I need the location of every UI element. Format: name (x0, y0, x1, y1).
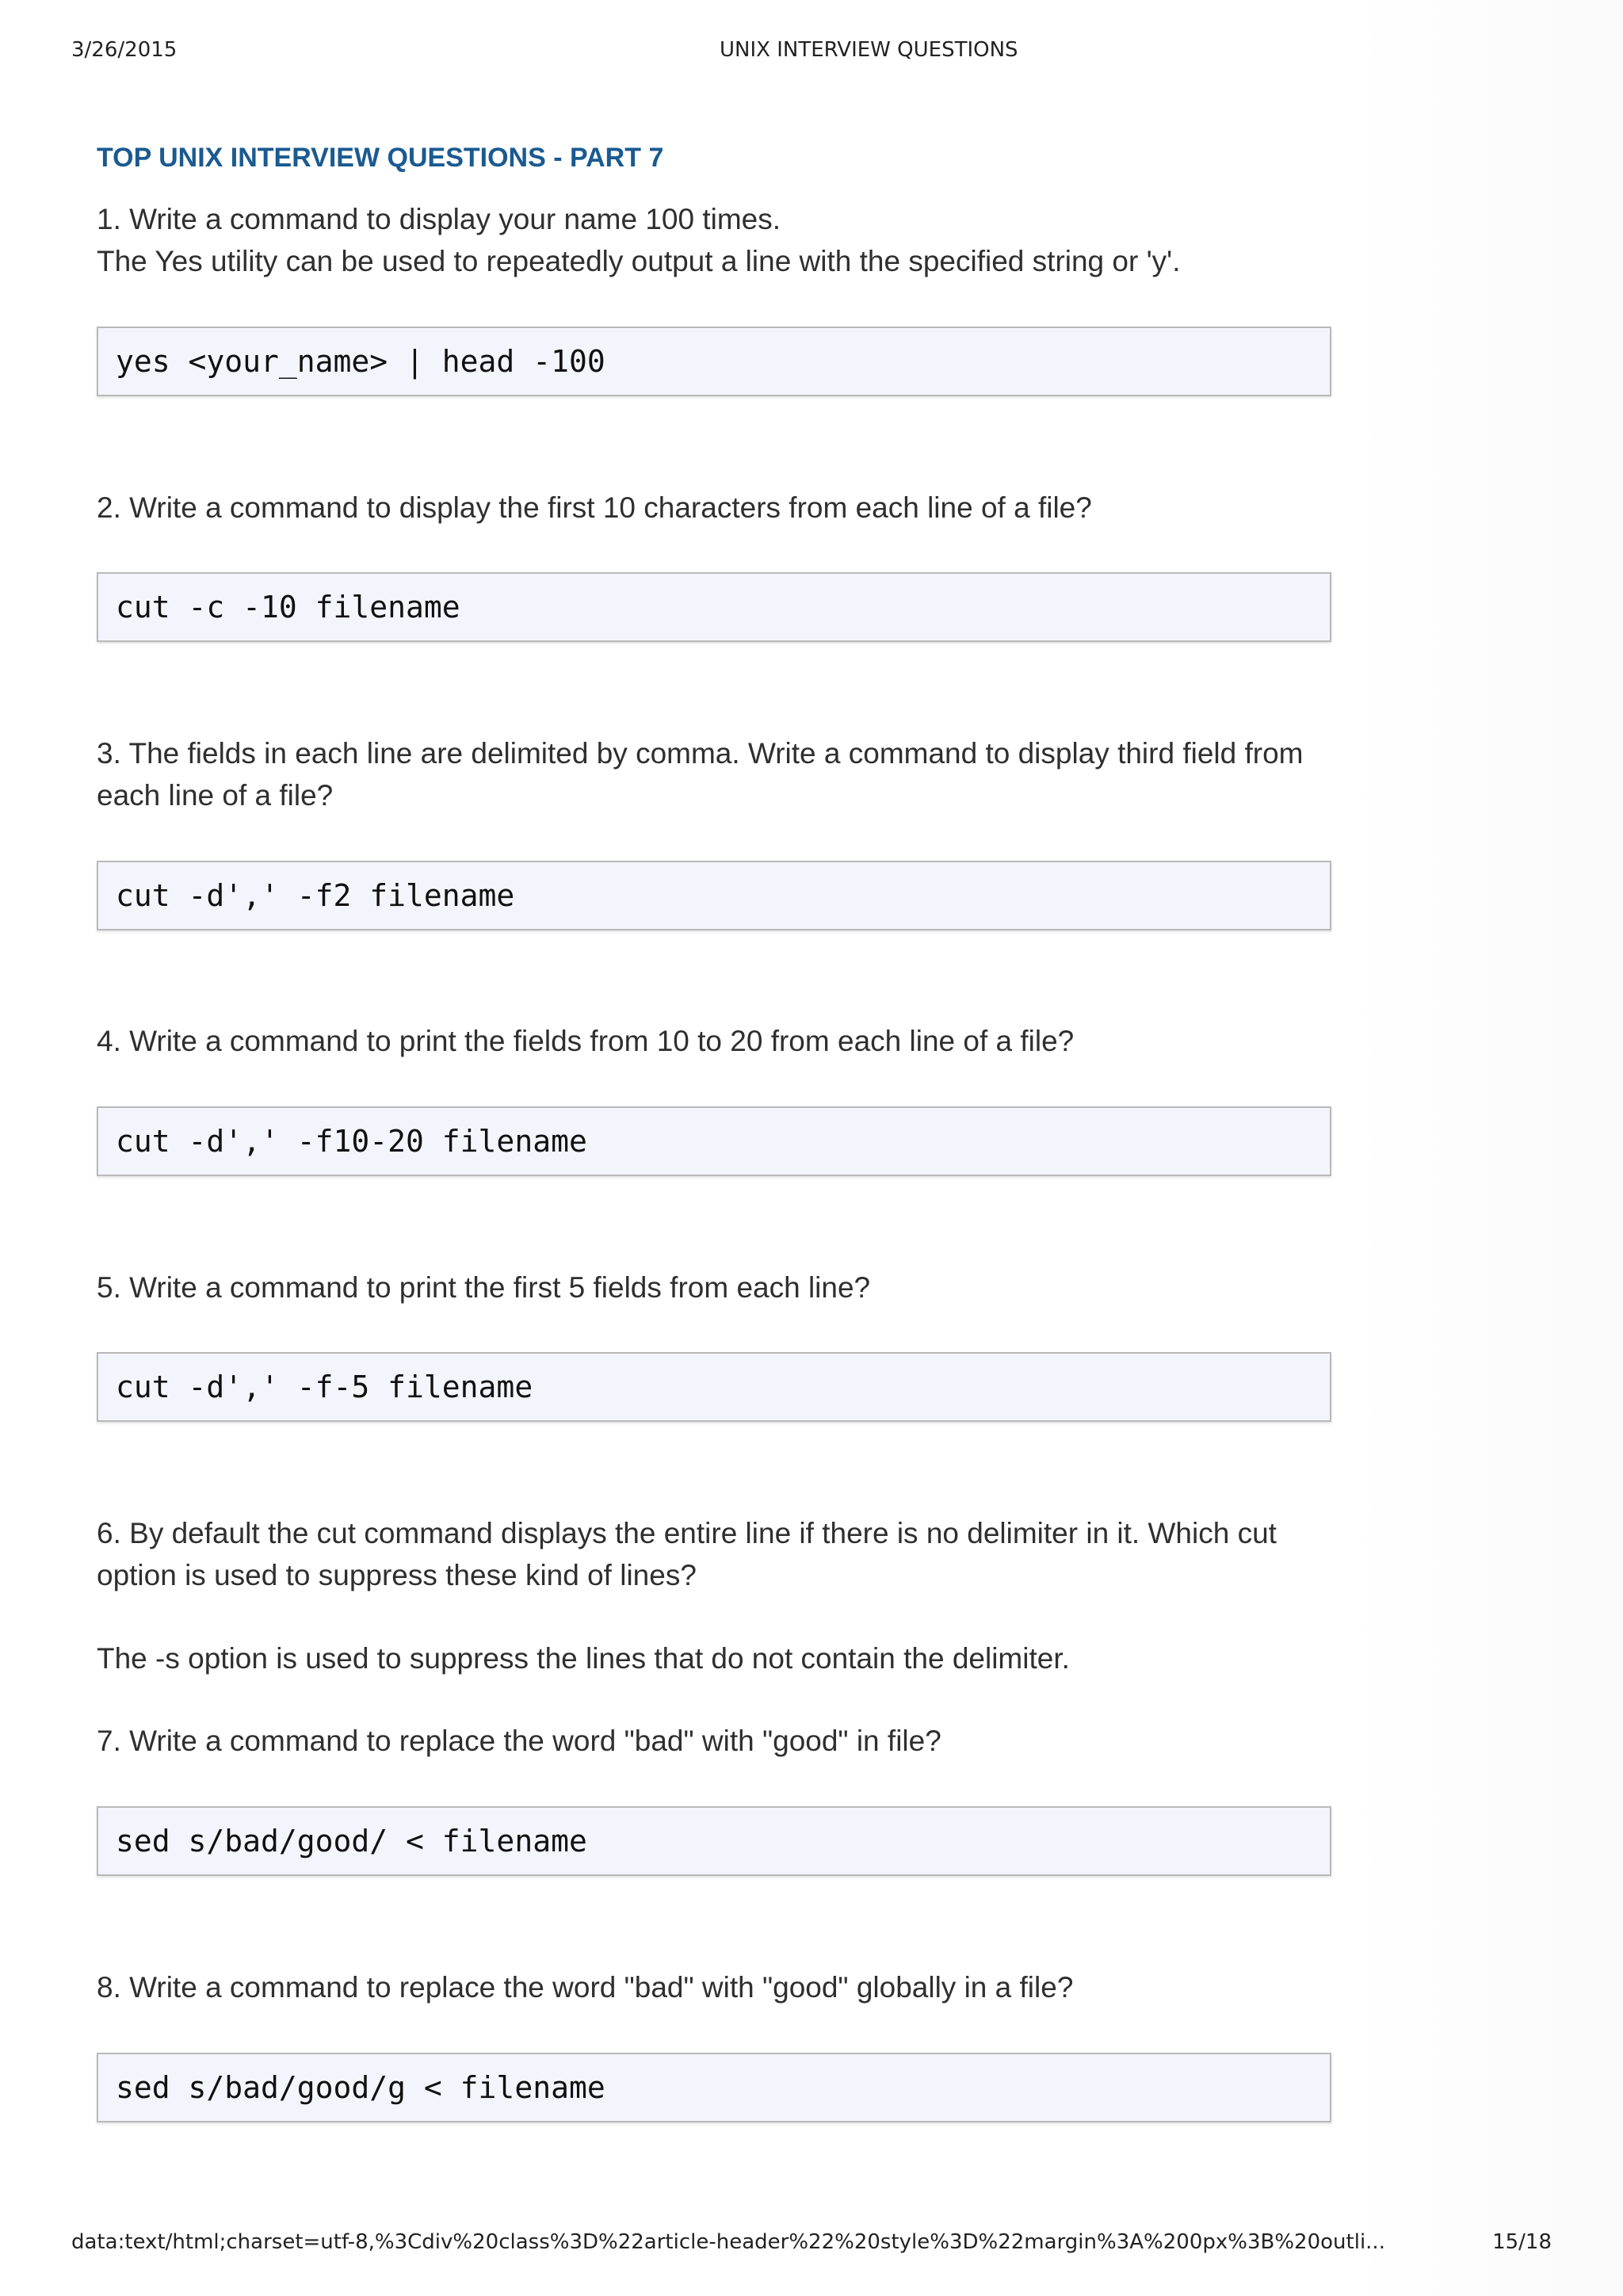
print-header-title: UNIX INTERVIEW QUESTIONS (720, 38, 1018, 62)
question-1: 1. Write a command to display your name 100 times. (97, 203, 781, 235)
question-8: 8. Write a command to replace the word "bad" with "good" globally in a file? (97, 1971, 1074, 2004)
code-block-2: cut -c -10 filename (97, 572, 1331, 642)
code-block-1: yes <your_name> | head -100 (97, 327, 1331, 396)
code-block-5: cut -d',' -f-5 filename (97, 1352, 1331, 1422)
page-edge-shade (1347, 0, 1623, 2296)
code-block-3: cut -d',' -f2 filename (97, 861, 1331, 930)
question-4: 4. Write a command to print the fields from 10 to 20 from each line of a file? (97, 1025, 1075, 1057)
print-date: 3/26/2015 (71, 38, 178, 62)
article-title: TOP UNIX INTERVIEW QUESTIONS - PART 7 (97, 143, 664, 173)
code-block-7: sed s/bad/good/ < filename (97, 1806, 1331, 1876)
question-5: 5. Write a command to print the first 5 fields from each line? (97, 1271, 871, 1304)
question-2: 2. Write a command to display the first 10 characters from each line of a file? (97, 491, 1092, 524)
question-1-explanation: The Yes utility can be used to repeatedly output a line with the specified string or 'y'. (97, 245, 1181, 277)
print-footer-url: data:text/html;charset=utf-8,%3Cdiv%20class%3D%22article-header%22%20style%3D%22margin%3A%200px%3B%20outli... (71, 2230, 1385, 2254)
answer-6: The -s option is used to suppress the lines that do not contain the delimiter. (97, 1642, 1070, 1675)
code-block-4: cut -d',' -f10-20 filename (97, 1106, 1331, 1176)
question-7: 7. Write a command to replace the word "bad" with "good" in file? (97, 1725, 941, 1757)
page-number: 15/18 (1492, 2230, 1552, 2254)
code-block-8: sed s/bad/good/g < filename (97, 2053, 1331, 2122)
question-3: 3. The fields in each line are delimited by comma. Write a command to display third field from each line of a file? (97, 737, 1304, 812)
question-6: 6. By default the cut command displays the entire line if there is no delimiter in it. Which cut option is used to suppress these kind of lines? (97, 1517, 1277, 1591)
